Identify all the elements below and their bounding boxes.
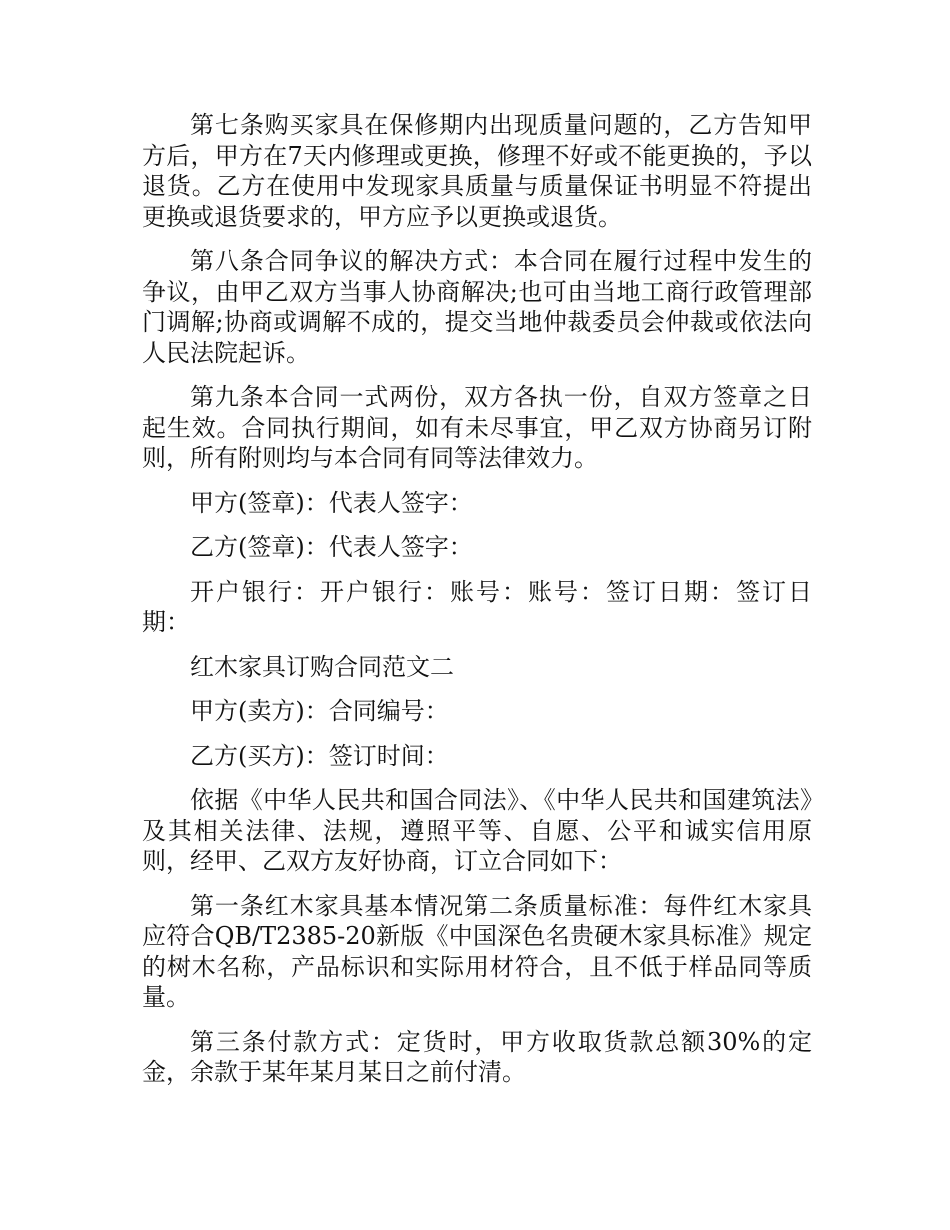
seller-line: 甲方(卖方)：合同编号： bbox=[190, 697, 449, 725]
party-a-signature-line: 甲方(签章)：代表人签字： bbox=[190, 488, 473, 517]
legal-basis-paragraph: 依据《中华人民共和国合同法》、《中华人民共和国建筑法》及其相关法律、法规，遵照平等、自愿、公平和诚实信用原则，经甲、乙双方友好协商，订立合同如下： bbox=[142, 786, 812, 875]
sample-two-heading: 红木家具订购合同范文二 bbox=[190, 652, 454, 681]
document-body bbox=[142, 110, 812, 1102]
article-8-paragraph: 第八条合同争议的解决方式：本合同在履行过程中发生的争议，由甲乙双方当事人协商解决;也可由当地工商行政管理部门调解;协商或调解不成的，提交当地仲裁委员会仲裁或依法向人民法院起诉。 bbox=[142, 247, 812, 367]
bank-info-line: 开户银行：开户银行：账号：账号：签订日期：签订日期： bbox=[142, 577, 812, 636]
article-7-paragraph: 第七条购买家具在保修期内出现质量问题的，乙方告知甲方后，甲方在7天内修理或更换，修理不好或不能更换的，予以退货。乙方在使用中发现家具质量与质量保证书明显不符提出更换或退货要求的，甲方应予以更换或退货。 bbox=[142, 111, 812, 231]
buyer-line: 乙方(买方)：签订时间： bbox=[190, 741, 449, 770]
party-b-signature-line: 乙方(签章)：代表人签字： bbox=[190, 533, 473, 561]
article-3-paragraph: 第三条付款方式：定货时，甲方收取货款总额30%的定金，余款于某年某月某日之前付清。 bbox=[142, 1027, 812, 1086]
article-9-paragraph: 第九条本合同一式两份，双方各执一份，自双方签章之日起生效。合同执行期间，如有未尽事宜，甲乙双方协商另订附则，所有附则均与本合同有同等法律效力。 bbox=[142, 383, 812, 472]
article-1-2-paragraph: 第一条红木家具基本情况第二条质量标准：每件红木家具应符合QB/T2385-20新版《中国深色名贵硬木家具标准》规定的树木名称，产品标识和实际用材符合，且不低于样品同等质量。 bbox=[142, 891, 812, 1011]
